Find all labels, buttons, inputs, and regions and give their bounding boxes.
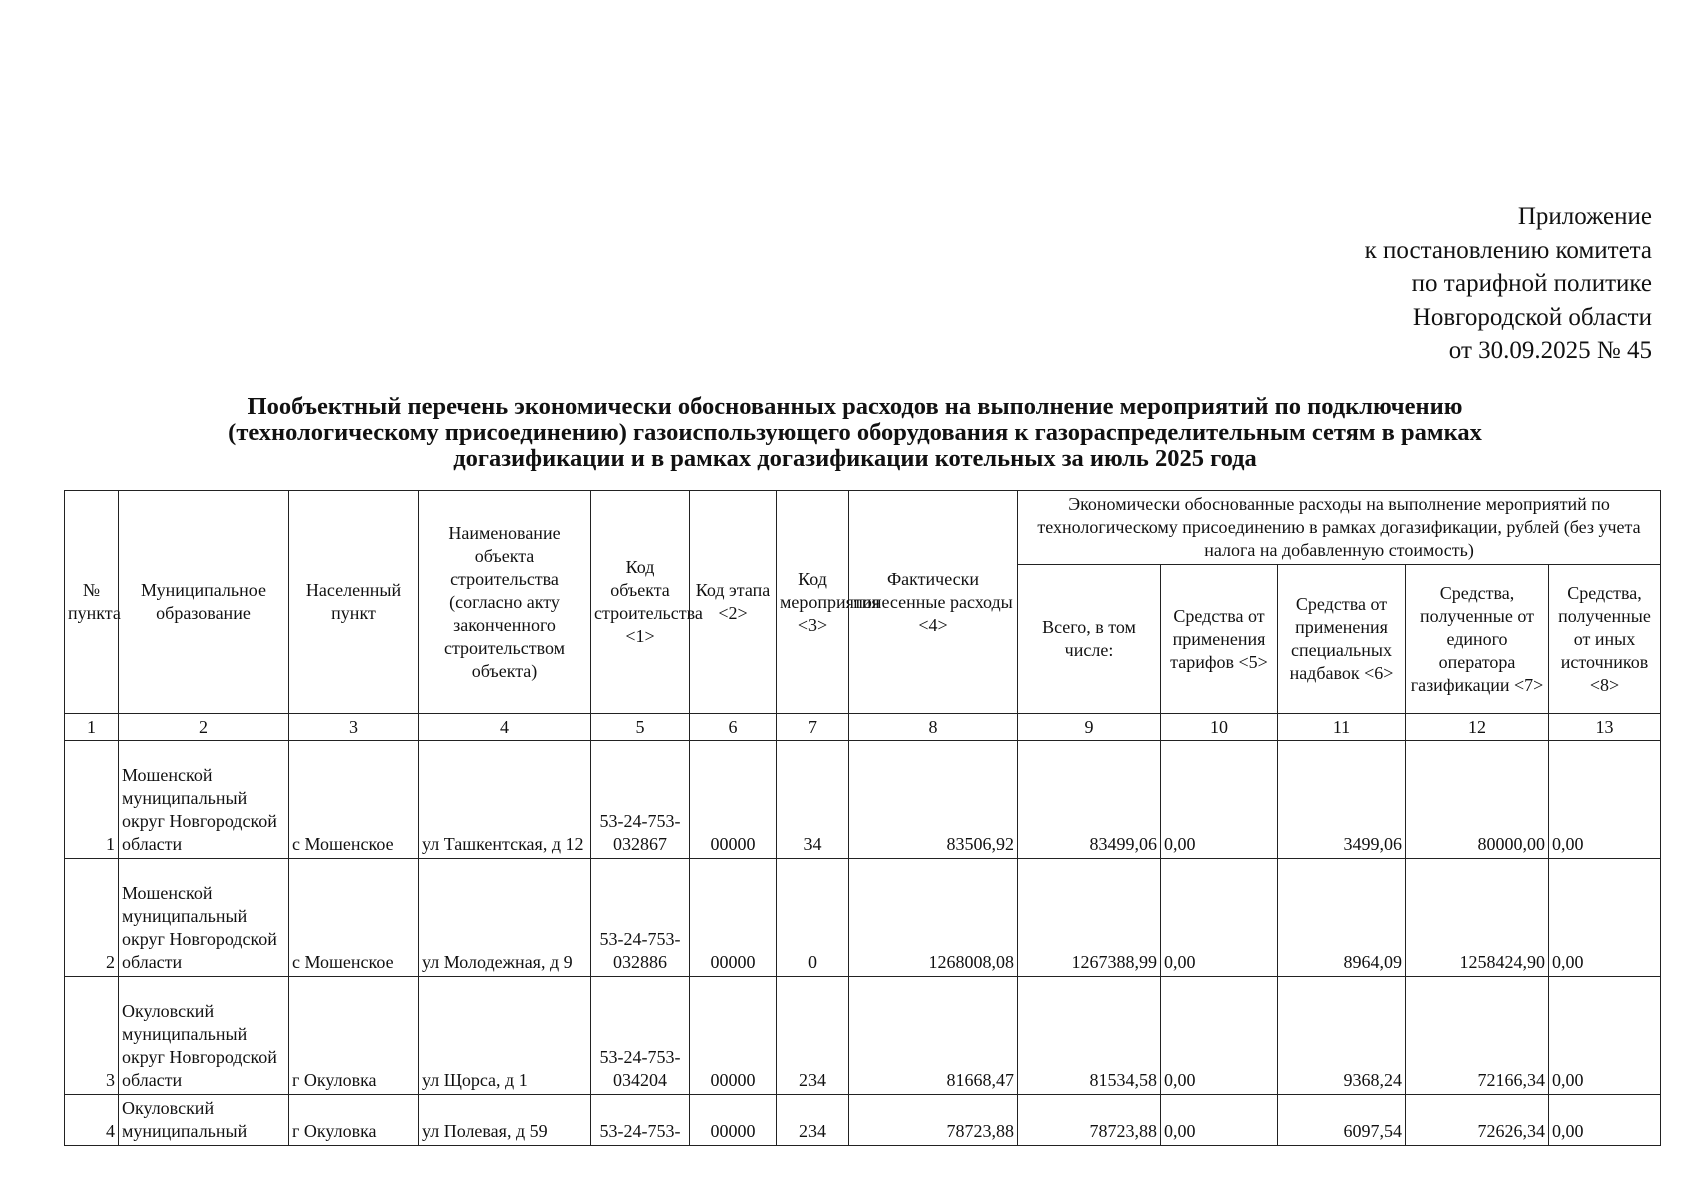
cell-object-code: 53-24-753- [591,1095,690,1146]
header-event-code: Код мероприятия <3> [777,491,849,714]
cell-actual-expenses: 78723,88 [849,1095,1018,1146]
header-surcharges: Средства от применения специальных надбавок <6> [1278,565,1406,714]
header-object-code: Код объекта строительства <1> [591,491,690,714]
cell-surcharges: 8964,09 [1278,859,1406,977]
header-group-justified-expenses: Экономически обоснованные расходы на выполнение мероприятий по технологическому присоединению в рамках догазификации, рублей (без учета налога на добавленную стоимость) [1018,491,1661,565]
cell-num: 1 [65,741,119,859]
cell-operator: 80000,00 [1406,741,1549,859]
column-number: 3 [289,714,419,741]
header-other-sources: Средства, полученные от иных источников <8> [1549,565,1661,714]
cell-total: 81534,58 [1018,977,1161,1095]
cell-municipality: Мошенской муниципальный округ Новгородской области [119,859,289,977]
cell-stage-code: 00000 [690,741,777,859]
table-row [65,977,1661,1095]
cell-settlement: г Окуловка [289,1095,419,1146]
cell-object-name: ул Ташкентская, д 12 [419,741,591,859]
cell-municipality: Мошенской муниципальный округ Новгородской области [119,741,289,859]
column-number: 8 [849,714,1018,741]
cell-other-sources: 0,00 [1549,741,1661,859]
cell-stage-code: 00000 [690,1095,777,1146]
header-object-name: Наименование объекта строительства (согласно акту законченного строительством объекта) [419,491,591,714]
expenses-table [64,490,1661,1146]
cell-stage-code: 00000 [690,859,777,977]
cell-object-name: ул Щорса, д 1 [419,977,591,1095]
title-line: (технологическому присоединению) газоиспользующего оборудования к газораспределительным сетям в рамках [228,419,1482,446]
header-municipality: Муниципальное образование [119,491,289,714]
cell-event-code: 34 [777,741,849,859]
appendix-line: по тарифной политике [1411,270,1652,297]
header-num: № пункта [65,491,119,714]
cell-actual-expenses: 1268008,08 [849,859,1018,977]
appendix-line: к постановлению комитета [1364,236,1652,264]
column-number: 13 [1549,714,1661,741]
column-number-row [65,714,1661,741]
cell-tariffs: 0,00 [1161,1095,1278,1146]
cell-object-name: ул Молодежная, д 9 [419,859,591,977]
appendix-block [1365,200,1652,368]
cell-event-code: 234 [777,1095,849,1146]
cell-event-code: 234 [777,977,849,1095]
title-line: Пообъектный перечень экономически обоснованных расходов на выполнение мероприятий по подключению [247,393,1463,420]
column-number: 2 [119,714,289,741]
cell-object-code: 53-24-753-032886 [591,859,690,977]
cell-operator: 72626,34 [1406,1095,1549,1146]
cell-actual-expenses: 81668,47 [849,977,1018,1095]
cell-stage-code: 00000 [690,977,777,1095]
appendix-line: Новгородской области [1412,303,1652,331]
cell-object-code: 53-24-753-032867 [591,741,690,859]
header-settlement: Населенный пункт [289,491,419,714]
cell-settlement: г Окуловка [289,977,419,1095]
header-row-top [65,491,1661,565]
cell-object-name: ул Полевая, д 59 [419,1095,591,1146]
cell-surcharges: 3499,06 [1278,741,1406,859]
title-line: догазификации и в рамках догазификации котельных за июль 2025 года [453,445,1257,472]
column-number: 11 [1278,714,1406,741]
cell-operator: 1258424,90 [1406,859,1549,977]
column-number: 1 [65,714,119,741]
cell-num: 3 [65,977,119,1095]
table-row [65,1095,1661,1146]
cell-settlement: с Мошенское [289,859,419,977]
cell-other-sources: 0,00 [1549,859,1661,977]
cell-total: 1267388,99 [1018,859,1161,977]
appendix-line: от 30.09.2025 № 45 [1448,337,1652,364]
cell-event-code: 0 [777,859,849,977]
table-row [65,741,1661,859]
cell-actual-expenses: 83506,92 [849,741,1018,859]
column-number: 5 [591,714,690,741]
column-number: 12 [1406,714,1549,741]
cell-municipality: Окуловский муниципальный [119,1095,289,1146]
cell-surcharges: 9368,24 [1278,977,1406,1095]
header-operator: Средства, полученные от единого оператора газификации <7> [1406,565,1549,714]
cell-other-sources: 0,00 [1549,977,1661,1095]
cell-operator: 72166,34 [1406,977,1549,1095]
cell-tariffs: 0,00 [1161,741,1278,859]
column-number: 9 [1018,714,1161,741]
cell-municipality: Окуловский муниципальный округ Новгородской области [119,977,289,1095]
cell-other-sources: 0,00 [1549,1095,1661,1146]
cell-num: 2 [65,859,119,977]
cell-tariffs: 0,00 [1161,977,1278,1095]
appendix-line: Приложение [1517,203,1652,230]
header-actual-expenses: Фактически понесенные расходы <4> [849,491,1018,714]
header-stage-code: Код этапа <2> [690,491,777,714]
header-tariffs: Средства от применения тарифов <5> [1161,565,1278,714]
table-row [65,859,1661,977]
document-title [80,394,1630,472]
header-total: Всего, в том числе: [1018,565,1161,714]
cell-tariffs: 0,00 [1161,859,1278,977]
column-number: 6 [690,714,777,741]
cell-settlement: с Мошенское [289,741,419,859]
cell-object-code: 53-24-753-034204 [591,977,690,1095]
column-number: 7 [777,714,849,741]
column-number: 4 [419,714,591,741]
cell-surcharges: 6097,54 [1278,1095,1406,1146]
cell-num: 4 [65,1095,119,1146]
column-number: 10 [1161,714,1278,741]
cell-total: 78723,88 [1018,1095,1161,1146]
cell-total: 83499,06 [1018,741,1161,859]
